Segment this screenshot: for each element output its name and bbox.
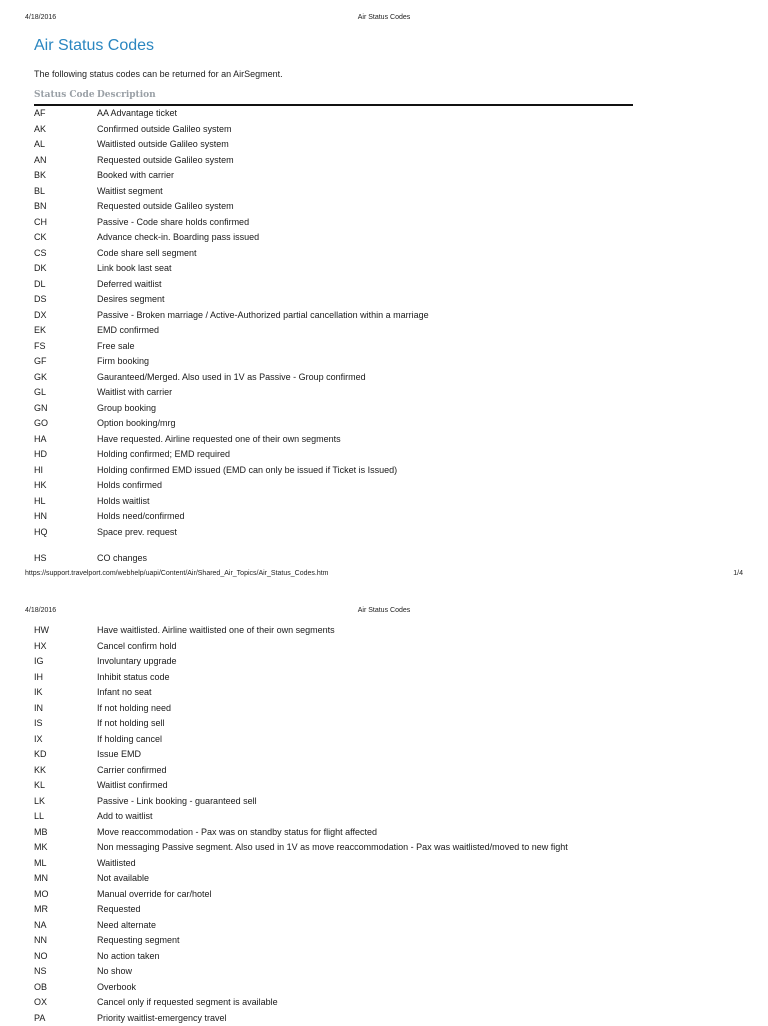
status-code: IS <box>34 716 43 732</box>
status-description: Requested outside Galileo system <box>97 199 234 215</box>
status-description: Passive - Code share holds confirmed <box>97 215 249 231</box>
status-code: IX <box>34 732 43 748</box>
status-code: HW <box>34 623 49 639</box>
status-description: Have requested. Airline requested one of their own segments <box>97 432 341 448</box>
status-code: ML <box>34 856 47 872</box>
status-code: HK <box>34 478 47 494</box>
status-description: Booked with carrier <box>97 168 174 184</box>
status-description: Gauranteed/Merged. Also used in 1V as Passive - Group confirmed <box>97 370 366 386</box>
status-code: BL <box>34 184 45 200</box>
status-description: Group booking <box>97 401 156 417</box>
status-code: IH <box>34 670 43 686</box>
status-description: EMD confirmed <box>97 323 159 339</box>
page-header-2 <box>25 607 743 617</box>
status-code: GL <box>34 385 46 401</box>
status-description: Deferred waitlist <box>97 277 162 293</box>
status-description: Confirmed outside Galileo system <box>97 122 232 138</box>
status-code: BN <box>34 199 47 215</box>
status-code: AF <box>34 106 46 122</box>
status-code: HX <box>34 639 47 655</box>
status-code: HL <box>34 494 46 510</box>
status-code: HQ <box>34 525 48 541</box>
status-code: AK <box>34 122 46 138</box>
header-date: 4/18/2016 <box>25 14 56 21</box>
status-code: LL <box>34 809 44 825</box>
status-description: No action taken <box>97 949 160 965</box>
status-description: Holds confirmed <box>97 478 162 494</box>
status-code: OB <box>34 980 47 996</box>
status-description: Free sale <box>97 339 135 355</box>
status-description: If not holding need <box>97 701 171 717</box>
status-code: NO <box>34 949 48 965</box>
status-description: Have waitlisted. Airline waitlisted one of their own segments <box>97 623 335 639</box>
status-code: DX <box>34 308 47 324</box>
status-description: Code share sell segment <box>97 246 197 262</box>
status-description: Inhibit status code <box>97 670 170 686</box>
status-description: Manual override for car/hotel <box>97 887 212 903</box>
status-code: GK <box>34 370 47 386</box>
status-code: BK <box>34 168 46 184</box>
status-description: Holding confirmed EMD issued (EMD can only be issued if Ticket is Issued) <box>97 463 397 479</box>
status-code: GN <box>34 401 48 417</box>
status-description: Option booking/mrg <box>97 416 176 432</box>
status-description: Move reaccommodation - Pax was on standby status for flight affected <box>97 825 377 841</box>
status-code: NS <box>34 964 47 980</box>
status-code: GO <box>34 416 48 432</box>
status-code: DK <box>34 261 47 277</box>
status-description: Passive - Link booking - guaranteed sell <box>97 794 257 810</box>
status-description: Firm booking <box>97 354 149 370</box>
table-header <box>34 90 633 106</box>
status-description: Waitlisted outside Galileo system <box>97 137 229 153</box>
status-code: KK <box>34 763 46 779</box>
status-code: KL <box>34 778 45 794</box>
status-description: Involuntary upgrade <box>97 654 177 670</box>
status-description: Cancel confirm hold <box>97 639 177 655</box>
status-code: AL <box>34 137 45 153</box>
status-description: Non messaging Passive segment. Also used in 1V as move reaccommodation - Pax was waitlisted/moved to new fight <box>97 840 568 856</box>
page-header <box>25 14 743 24</box>
status-description: Need alternate <box>97 918 156 934</box>
header-title: Air Status Codes <box>25 14 743 21</box>
status-description: Carrier confirmed <box>97 763 167 779</box>
status-description: Holds waitlist <box>97 494 150 510</box>
status-code: IG <box>34 654 44 670</box>
header-title: Air Status Codes <box>25 607 743 614</box>
status-code: CH <box>34 215 47 231</box>
status-code: CK <box>34 230 47 246</box>
column-header-description: Description <box>97 90 156 100</box>
footer-page-number: 1/4 <box>733 570 743 577</box>
status-description: Desires segment <box>97 292 165 308</box>
footer-url[interactable]: https://support.travelport.com/webhelp/uapi/Content/Air/Shared_Air_Topics/Air_Status_Codes.htm <box>25 570 329 577</box>
status-code: EK <box>34 323 46 339</box>
status-description: Waitlisted <box>97 856 136 872</box>
status-code: DS <box>34 292 47 308</box>
status-description: Cancel only if requested segment is available <box>97 995 278 1011</box>
status-code: DL <box>34 277 46 293</box>
status-description: Infant no seat <box>97 685 152 701</box>
page-footer <box>25 570 743 580</box>
status-code: HI <box>34 463 43 479</box>
status-code: MO <box>34 887 49 903</box>
status-code: LK <box>34 794 45 810</box>
status-description: Holding confirmed; EMD required <box>97 447 230 463</box>
status-code: HS <box>34 551 47 567</box>
status-code: NA <box>34 918 47 934</box>
status-description: Add to waitlist <box>97 809 153 825</box>
status-description: If holding cancel <box>97 732 162 748</box>
status-code: OX <box>34 995 47 1011</box>
status-description: Waitlist segment <box>97 184 163 200</box>
status-code: AN <box>34 153 47 169</box>
status-code: CS <box>34 246 47 262</box>
status-description: Issue EMD <box>97 747 141 763</box>
status-description: Passive - Broken marriage / Active-Authorized partial cancellation within a marriage <box>97 308 429 324</box>
status-code: IK <box>34 685 43 701</box>
status-code: MR <box>34 902 48 918</box>
status-description: Requesting segment <box>97 933 180 949</box>
status-description: Not available <box>97 871 149 887</box>
status-description: AA Advantage ticket <box>97 106 177 122</box>
status-code: NN <box>34 933 47 949</box>
status-code: FS <box>34 339 46 355</box>
status-description: Priority waitlist-emergency travel <box>97 1011 227 1026</box>
column-header-code: Status Code <box>34 90 95 100</box>
status-description: Advance check-in. Boarding pass issued <box>97 230 259 246</box>
page-title: Air Status Codes <box>34 37 154 55</box>
status-description: No show <box>97 964 132 980</box>
header-date: 4/18/2016 <box>25 607 56 614</box>
status-code: HD <box>34 447 47 463</box>
status-code: MK <box>34 840 48 856</box>
status-code: PA <box>34 1011 45 1026</box>
status-code: MB <box>34 825 48 841</box>
status-code: IN <box>34 701 43 717</box>
status-description: Overbook <box>97 980 136 996</box>
status-description: Waitlist with carrier <box>97 385 172 401</box>
status-description: CO changes <box>97 551 147 567</box>
status-description: Space prev. request <box>97 525 177 541</box>
status-description: If not holding sell <box>97 716 165 732</box>
status-code: MN <box>34 871 48 887</box>
status-code: HA <box>34 432 47 448</box>
status-description: Waitlist confirmed <box>97 778 168 794</box>
status-description: Link book last seat <box>97 261 172 277</box>
status-description: Requested <box>97 902 141 918</box>
status-code: HN <box>34 509 47 525</box>
status-code: GF <box>34 354 47 370</box>
status-description: Requested outside Galileo system <box>97 153 234 169</box>
status-code: KD <box>34 747 47 763</box>
intro-text: The following status codes can be returned for an AirSegment. <box>34 69 283 79</box>
status-description: Holds need/confirmed <box>97 509 185 525</box>
